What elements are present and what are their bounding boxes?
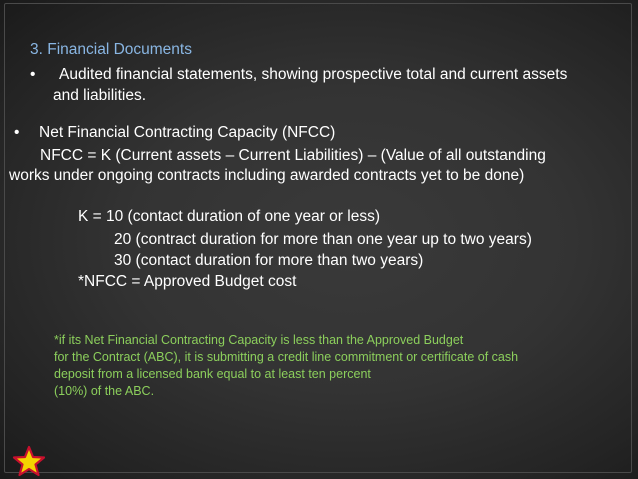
star-shape — [14, 447, 44, 475]
audited-statements-line-2: and liabilities. — [53, 87, 147, 104]
k-value-20: 20 (contract duration for more than one year up to two years) — [114, 231, 532, 248]
note-line-3: deposit from a licensed bank equal to at least ten percent — [54, 367, 371, 381]
sub-bullet-marker: • — [30, 66, 36, 83]
nfcc-bullet-marker: • — [14, 124, 20, 141]
star-icon — [12, 445, 46, 477]
audited-statements-line-1: Audited financial statements, showing prospective total and current assets — [59, 66, 568, 83]
nfcc-formula-line-1: NFCC = K (Current assets – Current Liabilities) – (Value of all outstanding — [40, 147, 546, 164]
note-line-2: for the Contract (ABC), it is submitting a credit line commitment or certificate of cash — [54, 350, 519, 364]
k-value-30: 30 (contact duration for more than two years) — [114, 252, 424, 269]
nfcc-title: Net Financial Contracting Capacity (NFCC) — [39, 124, 336, 141]
note-line-1: *if its Net Financial Contracting Capacity is less than the Approved Budget — [54, 333, 464, 347]
section-heading: 3. Financial Documents — [30, 41, 192, 58]
nfcc-formula-line-2: works under ongoing contracts including awarded contracts yet to be done) — [9, 167, 525, 184]
note-line-4: (10%) of the ABC. — [54, 384, 155, 398]
nfcc-equals-abc: *NFCC = Approved Budget cost — [78, 273, 297, 290]
k-value-10: K = 10 (contact duration of one year or less) — [78, 208, 380, 225]
